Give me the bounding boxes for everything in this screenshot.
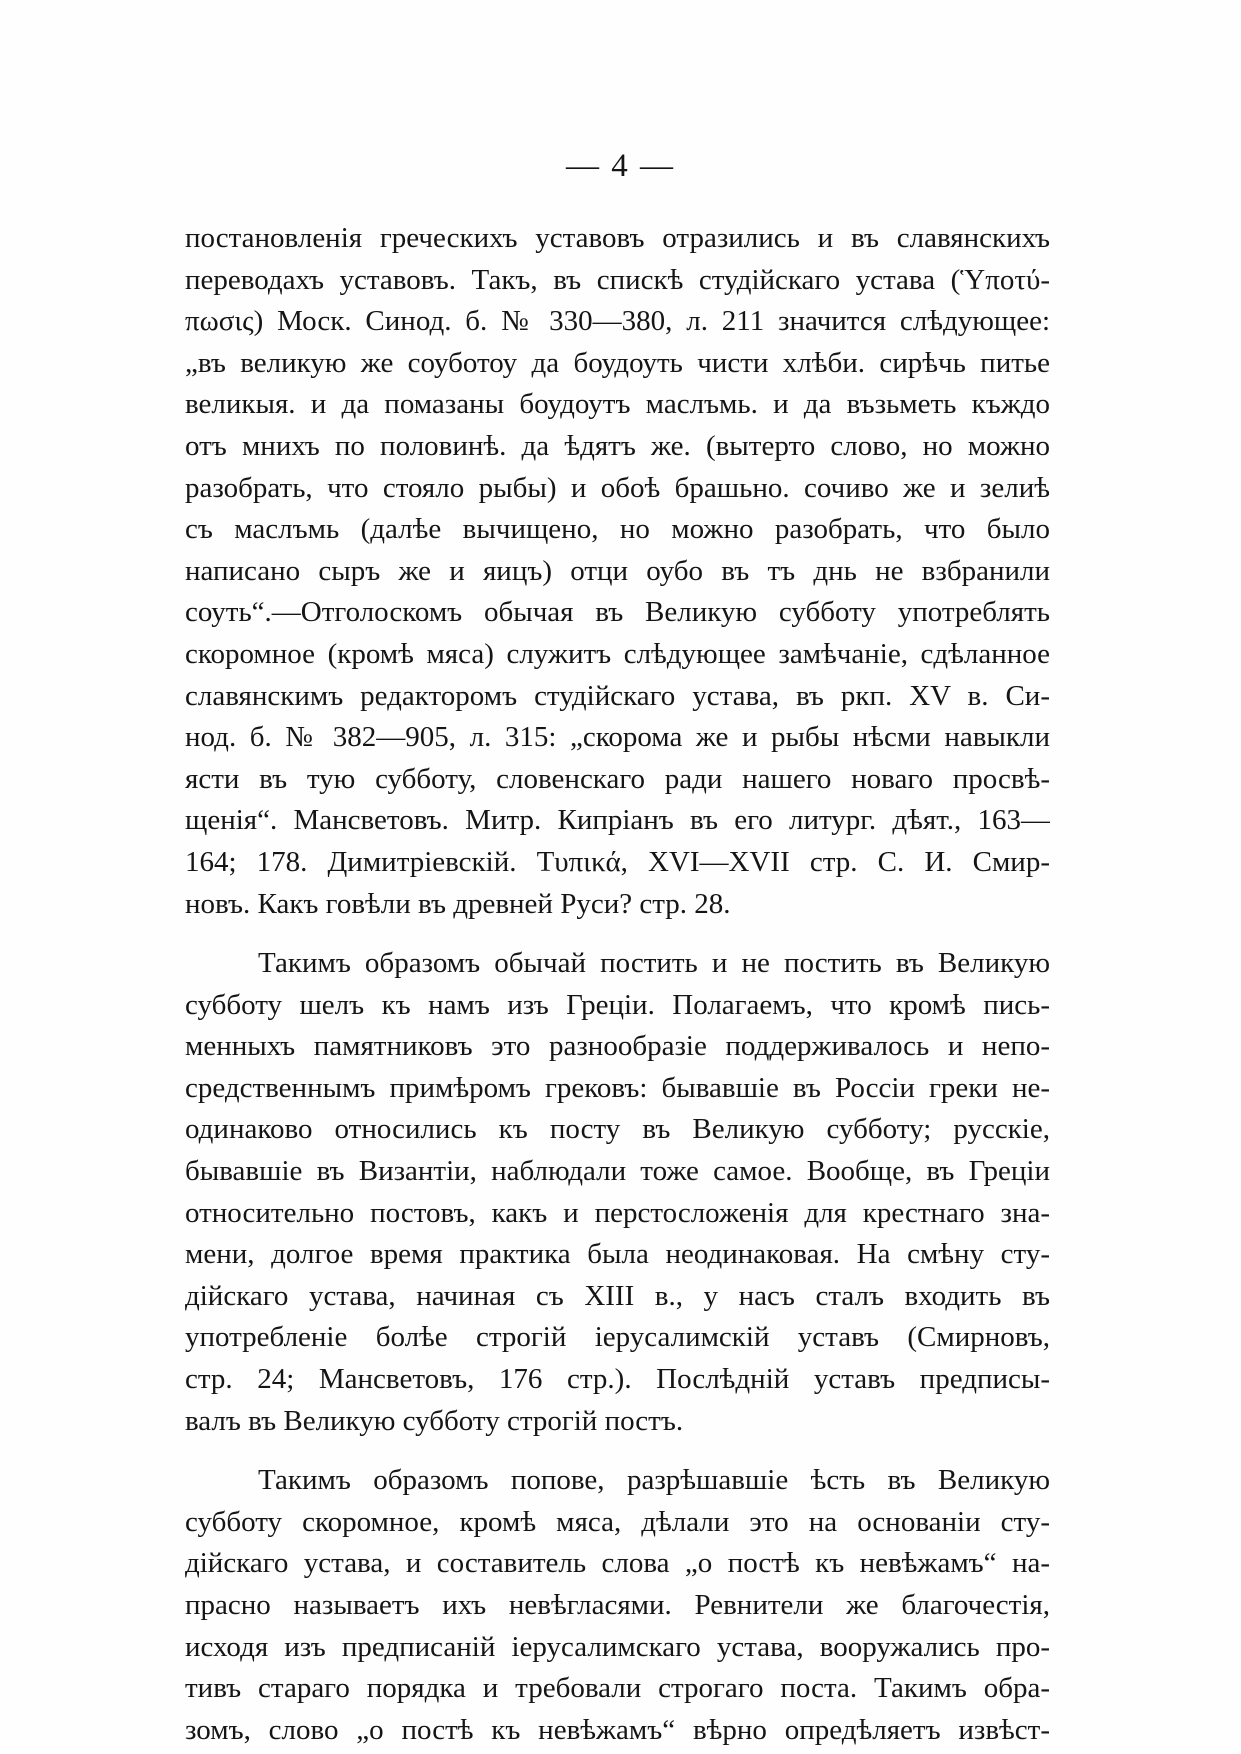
text-line: πωσις) Моск. Синод. б. № 330—380, л. 211 значится слѣдующее:: [185, 305, 1050, 338]
text-line: „въ великую же соуботоу да боудоуть чисти хлѣби. сирѣчь питье: [185, 346, 1050, 379]
text-line: относительно постовъ, какъ и перстосложенія для крестнаго зна-: [185, 1196, 1050, 1229]
text-line: валъ въ Великую субботу строгій постъ.: [185, 1404, 684, 1437]
text-line: нод. б. № 382—905, л. 315: „скорома же и рыбы нѣсми навыкли: [185, 721, 1050, 754]
text-line: Такимъ образомъ обычай постить и не постить въ Великую: [258, 947, 1050, 980]
text-line: постановленія греческихъ уставовъ отразились и въ славянскихъ: [185, 222, 1050, 254]
text-line: великыя. и да помазаны боудоутъ маслъмь. и да възьметь къждо: [185, 388, 1050, 421]
text-line: щенія“. Мансветовъ. Митр. Кипріанъ въ его литург. дѣят., 163—: [185, 804, 1050, 837]
paragraph-greek-custom: [185, 943, 1050, 1442]
text-line: славянскимъ редакторомъ студійскаго устава, въ ркп. XV в. Си-: [185, 679, 1050, 712]
text-line: съ маслъмь (далѣе вычищено, но можно разобрать, что было: [185, 513, 1050, 546]
text-line: мени, долгое время практика была неодинаковая. На смѣну сту-: [185, 1238, 1050, 1271]
text-line: одинаково относились къ посту въ Великую субботу; русскіе,: [185, 1113, 1050, 1146]
paragraph-footnote-continuation: [185, 218, 1050, 925]
text-line: употребленіе болѣе строгій іерусалимскій уставъ (Смирновъ,: [185, 1321, 1050, 1354]
text-line: новъ. Какъ говѣли въ древней Руси? стр. 28.: [185, 887, 731, 920]
text-line: скоромное (кромѣ мяса) служитъ слѣдующее замѣчаніе, сдѣланное: [185, 637, 1050, 670]
text-line: дійскаго устава, и составитель слова „о постѣ къ невѣжамъ“ на-: [185, 1547, 1050, 1580]
text-line: 164; 178. Димитріевскій. Τυπικά, XVI—XVII стр. С. И. Смир-: [185, 845, 1050, 878]
text-line: зомъ, слово „о постѣ къ невѣжамъ“ вѣрно опредѣляетъ извѣст-: [185, 1713, 1050, 1746]
text-line: тивъ стараго порядка и требовали строгаго поста. Такимъ обра-: [185, 1672, 1050, 1705]
text-line: дійскаго устава, начиная съ XIII в., у насъ сталъ входить въ: [185, 1279, 1050, 1312]
page-number: — 4 —: [566, 148, 675, 184]
text-line: переводахъ уставовъ. Такъ, въ спискѣ студійскаго устава (Ὑποτύ-: [185, 263, 1050, 296]
text-line: субботу шелъ къ намъ изъ Греціи. Полагаемъ, что кромѣ пись-: [185, 988, 1050, 1021]
text-line: субботу скоромное, кромѣ мяса, дѣлали это на основаніи сту-: [185, 1505, 1050, 1538]
text-line: разобрать, что стояло рыбы) и обоѣ брашьно. сочиво же и зелиѣ: [185, 471, 1050, 504]
text-line: исходя изъ предписаній іерусалимскаго устава, вооружались про-: [185, 1630, 1050, 1663]
paragraph-conclusion: [185, 1460, 1050, 1751]
text-line: соуть“.—Отголоскомъ обычая въ Великую субботу употреблять: [185, 596, 1050, 629]
text-line: Такимъ образомъ попове, разрѣшавшіе ѣсть въ Великую: [258, 1464, 1050, 1497]
text-line: отъ мнихъ по половинѣ. да ѣдятъ же. (вытерто слово, но можно: [185, 429, 1050, 462]
text-line: менныхъ памятниковъ это разнообразіе поддерживалось и непо-: [185, 1030, 1050, 1063]
text-line: бывавшіе въ Византіи, наблюдали тоже самое. Вообще, въ Греціи: [185, 1155, 1050, 1188]
text-line: средственнымъ примѣромъ грековъ: бывавшіе въ Россіи греки не-: [185, 1071, 1050, 1104]
text-line: ясти въ тую субботу, словенскаго ради нашего новаго просвѣ-: [185, 762, 1050, 795]
text-line: написано сыръ же и яицъ) отци оубо въ тъ днь не взбранили: [185, 554, 1050, 587]
body-text: [185, 218, 1050, 1751]
text-line: прасно называетъ ихъ невѣгласями. Ревнители же благочестія,: [185, 1589, 1050, 1621]
text-line: стр. 24; Мансветовъ, 176 стр.). Послѣдній уставъ предписы-: [185, 1363, 1050, 1396]
